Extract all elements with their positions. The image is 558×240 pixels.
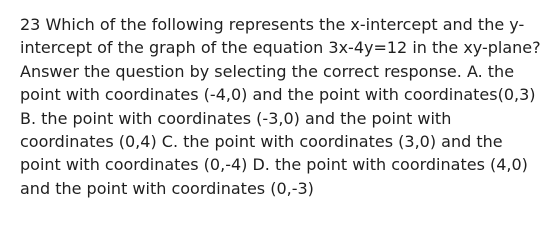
question-line: point with coordinates (0,-4) D. the point with coordinates (4,0) bbox=[20, 155, 528, 175]
question-line: 23 Which of the following represents the x-intercept and the y- bbox=[20, 15, 525, 34]
question-text-block bbox=[20, 13, 550, 200]
question-line: and the point with coordinates (0,-3) bbox=[20, 178, 314, 198]
question-line: B. the point with coordinates (-3,0) and the point with bbox=[20, 108, 452, 128]
question-line: coordinates (0,4) C. the point with coordinates (3,0) and the bbox=[20, 132, 503, 152]
question-line: intercept of the graph of the equation 3x-4y=12 in the xy-plane? bbox=[20, 38, 541, 58]
question-line: point with coordinates (-4,0) and the point with coordinates(0,3) bbox=[20, 85, 536, 105]
question-line: Answer the question by selecting the correct response. A. the bbox=[20, 61, 515, 81]
